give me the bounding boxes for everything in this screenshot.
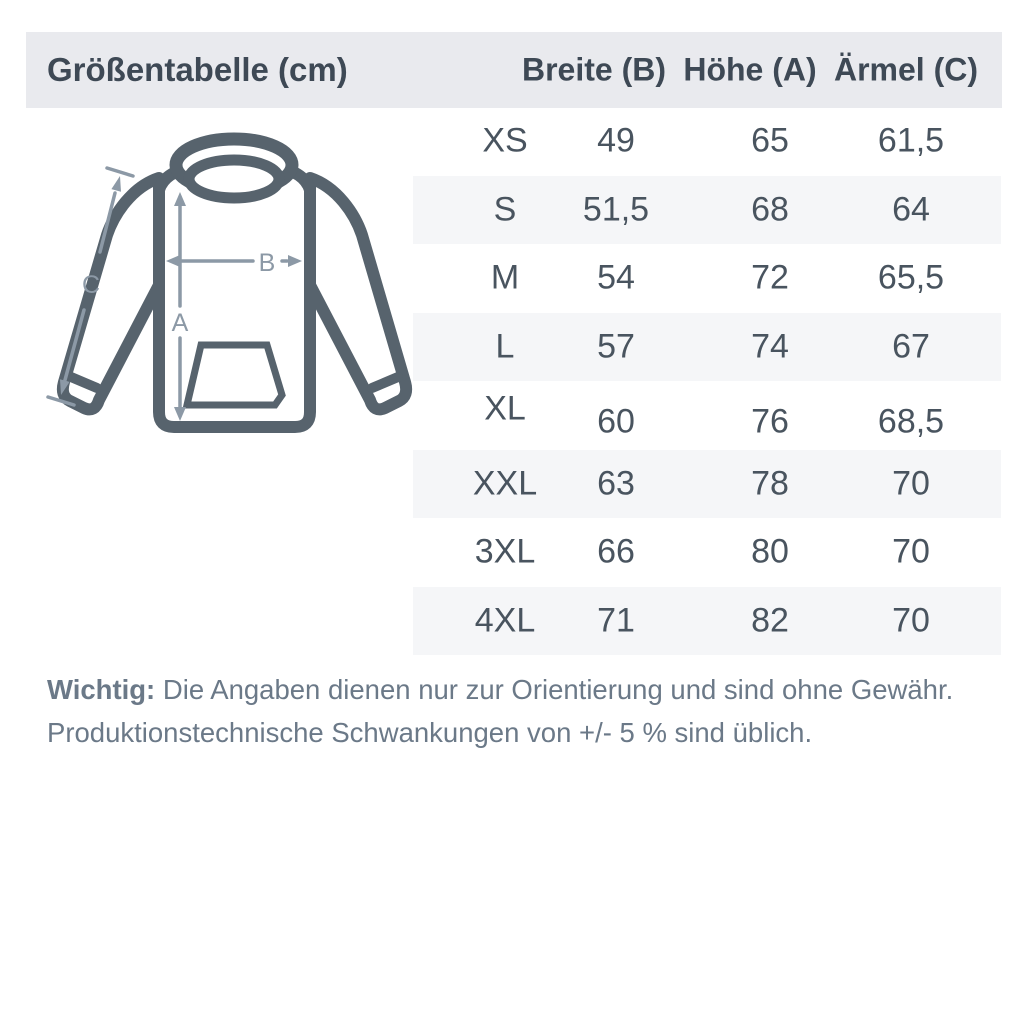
size-cell: XS xyxy=(482,121,528,160)
size-cell: 3XL xyxy=(474,532,536,571)
table-row xyxy=(413,244,1001,313)
size-table xyxy=(413,107,1001,655)
hood-inner-ring xyxy=(189,160,279,198)
disclaimer-line1: Die Angaben dienen nur zur Orientierung und sind ohne Gewähr. xyxy=(155,674,954,705)
hoehe-cell: 76 xyxy=(751,402,789,441)
disclaimer-note xyxy=(47,668,953,754)
sleeve-arrowhead-top xyxy=(111,176,121,192)
aermel-cell: 65,5 xyxy=(877,258,945,297)
table-header-bar xyxy=(26,32,1002,108)
aermel-cell: 67 xyxy=(892,327,930,366)
height-dimension-label: A xyxy=(171,309,189,337)
aermel-cell: 64 xyxy=(892,190,930,229)
breite-cell: 51,5 xyxy=(582,190,650,229)
column-header-aermel: Ärmel (C) xyxy=(833,51,979,88)
breite-cell: 63 xyxy=(597,464,635,503)
size-cell: XXL xyxy=(472,464,538,503)
disclaimer-label: Wichtig: xyxy=(47,674,156,705)
table-row xyxy=(413,450,1001,519)
column-header-hoehe: Höhe (A) xyxy=(683,51,817,88)
table-row xyxy=(413,313,1001,382)
aermel-cell: 70 xyxy=(892,464,930,503)
hoehe-cell: 82 xyxy=(751,601,789,640)
table-row xyxy=(413,518,1001,587)
hoehe-cell: 72 xyxy=(751,258,789,297)
sleeve-arrow-tick-top xyxy=(107,168,133,176)
hoehe-cell: 80 xyxy=(751,532,789,571)
size-cell: 4XL xyxy=(474,601,536,640)
size-cell: S xyxy=(493,190,517,229)
aermel-cell: 68,5 xyxy=(877,402,945,441)
size-cell: XL xyxy=(484,389,526,428)
aermel-cell: 61,5 xyxy=(877,121,945,160)
disclaimer-line2: Produktionstechnische Schwankungen von +/- 5 % sind üblich. xyxy=(47,717,813,748)
column-header-breite: Breite (B) xyxy=(521,51,667,88)
size-cell: L xyxy=(495,327,515,366)
table-row xyxy=(413,381,1001,450)
breite-cell: 54 xyxy=(597,258,635,297)
hoehe-cell: 78 xyxy=(751,464,789,503)
hoehe-cell: 74 xyxy=(751,327,789,366)
size-cell: M xyxy=(490,258,520,297)
breite-cell: 60 xyxy=(597,402,635,441)
table-row xyxy=(413,587,1001,656)
aermel-cell: 70 xyxy=(892,601,930,640)
page-title: Größentabelle (cm) xyxy=(47,51,348,88)
sleeve-dimension-label: C xyxy=(81,271,101,299)
breite-cell: 66 xyxy=(597,532,635,571)
breite-cell: 57 xyxy=(597,327,635,366)
breite-cell: 49 xyxy=(597,121,635,160)
aermel-cell: 70 xyxy=(892,532,930,571)
hoehe-cell: 68 xyxy=(751,190,789,229)
hoehe-cell: 65 xyxy=(751,121,789,160)
table-row xyxy=(413,107,1001,176)
hoodie-measurement-diagram xyxy=(40,130,430,470)
table-row xyxy=(413,176,1001,245)
breite-cell: 71 xyxy=(597,601,635,640)
width-dimension-label: B xyxy=(258,249,276,277)
